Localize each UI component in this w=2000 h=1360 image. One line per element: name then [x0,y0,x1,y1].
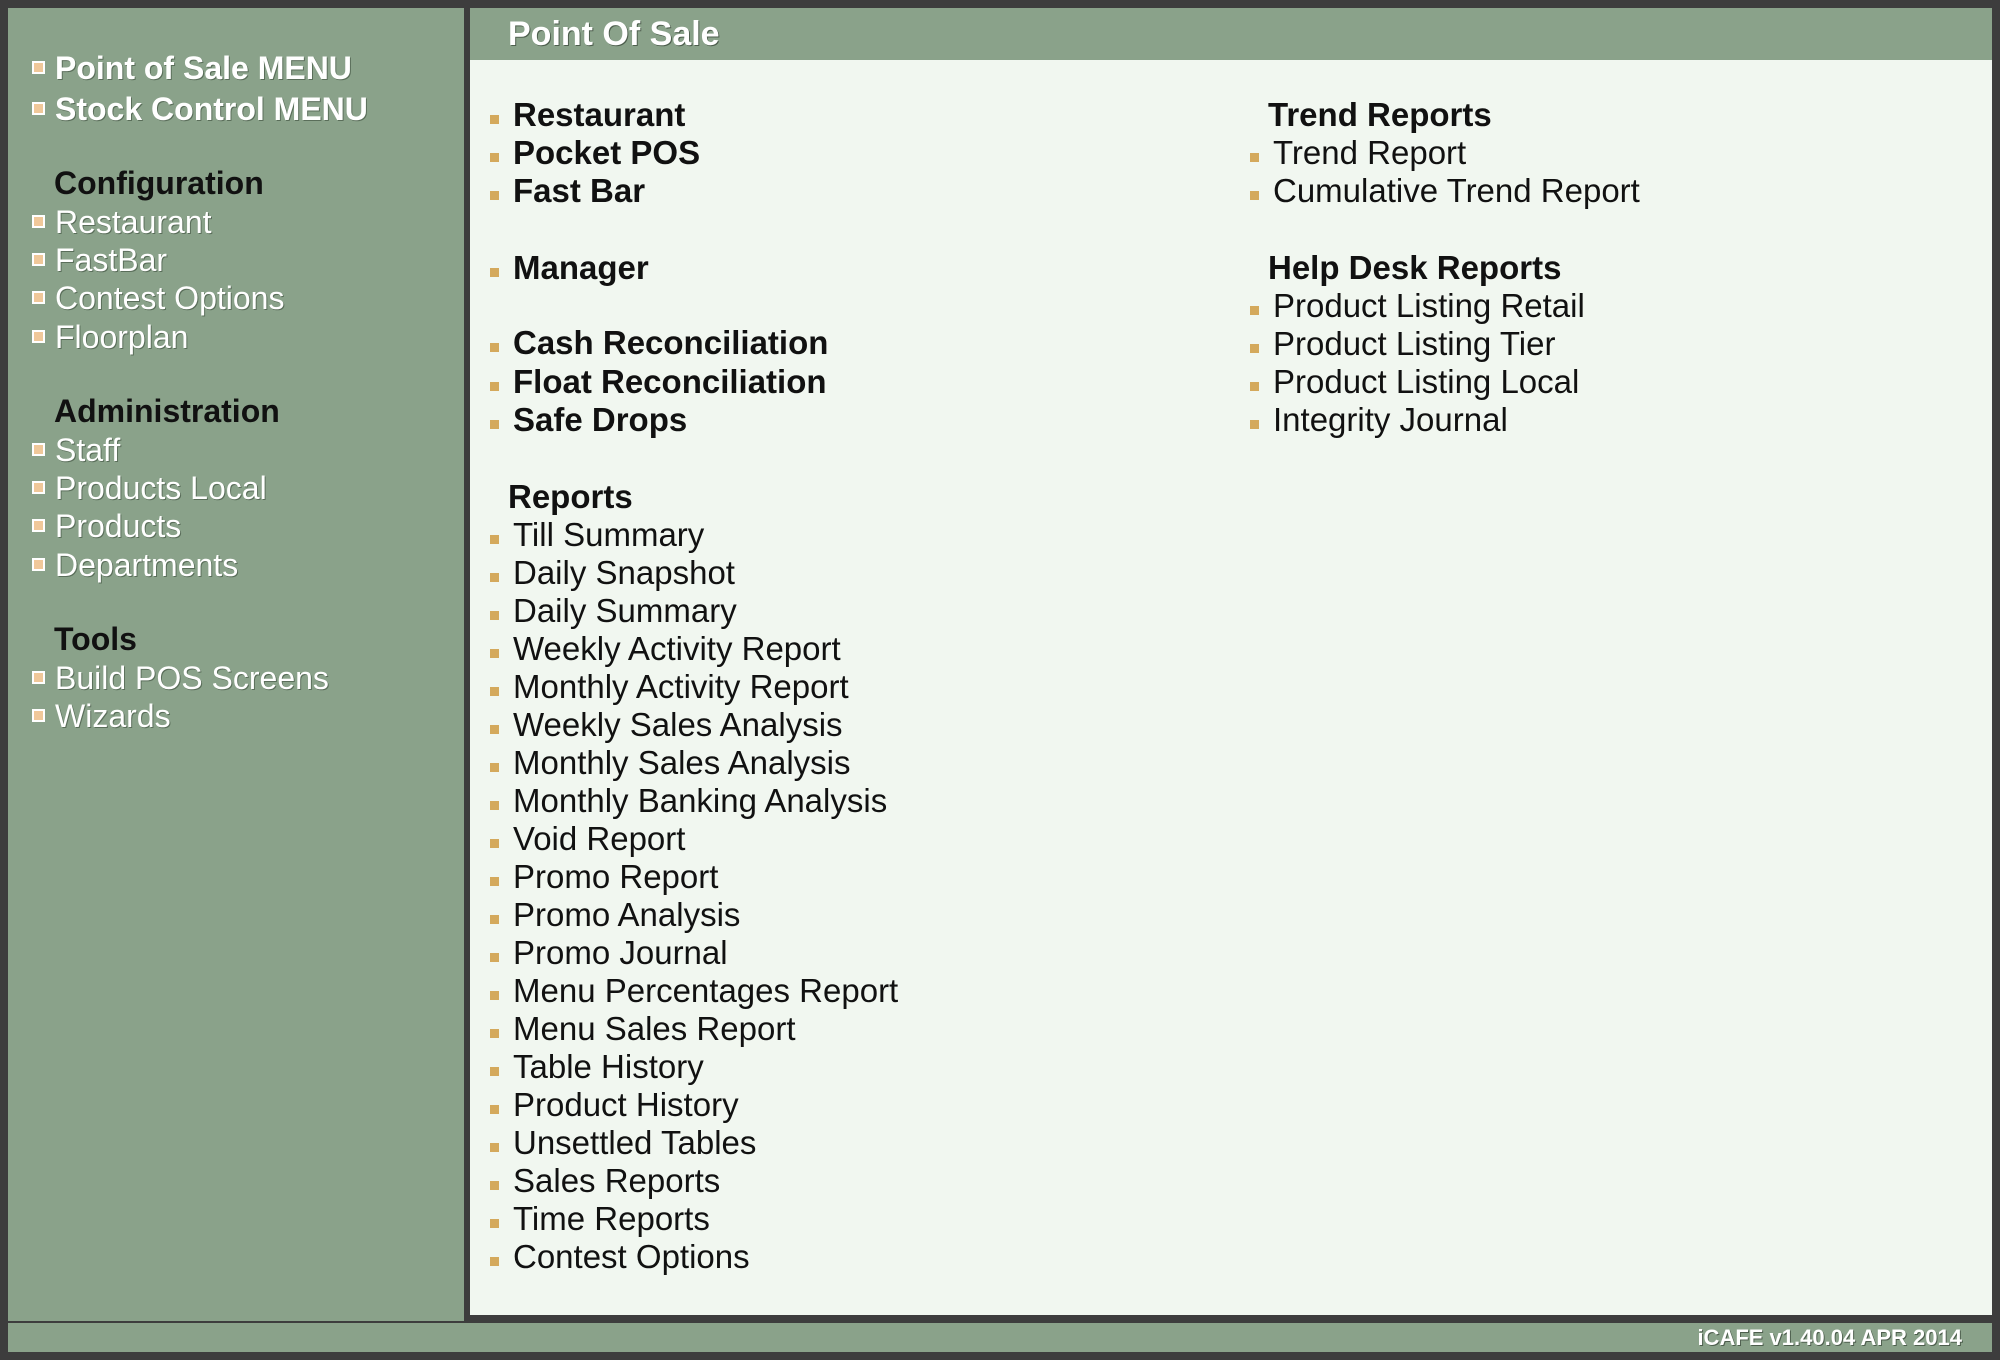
report-link[interactable] [490,935,728,971]
reports-heading: Reports [508,478,633,515]
square-bullet-icon [490,839,499,848]
link-label: Restaurant [513,96,686,133]
link-label: Unsettled Tables [513,1124,757,1161]
status-bar [8,1323,1992,1352]
sidebar-link-stock-control-menu[interactable] [32,91,368,127]
sidebar-heading-administration: Administration [54,393,280,429]
report-link[interactable] [490,669,849,705]
square-bullet-icon [32,61,45,74]
sidebar-item-label: Build POS Screens [55,660,329,696]
square-bullet-icon [1250,382,1259,391]
square-bullet-icon [490,535,499,544]
link-label: Weekly Sales Analysis [513,706,843,743]
link-label: Promo Journal [513,934,728,971]
link-product-listing-tier[interactable] [1250,326,1555,362]
square-bullet-icon [32,253,45,266]
report-link[interactable] [490,1125,756,1161]
square-bullet-icon [490,1219,499,1228]
sidebar-item-floorplan[interactable] [32,319,188,355]
link-label: Integrity Journal [1273,401,1508,438]
link-label: Product History [513,1086,739,1123]
link-restaurant[interactable] [490,97,685,133]
link-label: Menu Sales Report [513,1010,796,1047]
sidebar-item-departments[interactable] [32,547,238,583]
square-bullet-icon [490,343,499,352]
square-bullet-icon [32,330,45,343]
link-label: Monthly Activity Report [513,668,849,705]
link-label: Void Report [513,820,686,857]
report-link[interactable] [490,1087,739,1123]
link-label: Monthly Banking Analysis [513,782,888,819]
square-bullet-icon [490,115,499,124]
link-label: Product Listing Retail [1273,287,1585,324]
link-label: Promo Analysis [513,896,741,933]
report-link[interactable] [490,1011,795,1047]
link-label: Cumulative Trend Report [1273,172,1640,209]
link-cumulative-trend-report[interactable] [1250,173,1640,209]
square-bullet-icon [490,1181,499,1190]
square-bullet-icon [490,1067,499,1076]
sidebar-link-label: Point of Sale MENU [55,50,352,86]
link-label: Weekly Activity Report [513,630,841,667]
link-label: Menu Percentages Report [513,972,899,1009]
square-bullet-icon [32,443,45,456]
square-bullet-icon [490,1029,499,1038]
link-label: Fast Bar [513,172,646,209]
link-label: Cash Reconciliation [513,324,829,361]
sidebar-heading-tools: Tools [54,621,137,657]
link-label: Contest Options [513,1238,750,1275]
report-link[interactable] [490,1049,704,1085]
link-label: Monthly Sales Analysis [513,744,851,781]
square-bullet-icon [490,611,499,620]
square-bullet-icon [32,519,45,532]
square-bullet-icon [490,1105,499,1114]
sidebar-item-build-pos-screens[interactable] [32,660,329,696]
square-bullet-icon [32,558,45,571]
sidebar-link-point-of-sale-menu[interactable] [32,50,352,86]
sidebar-item-products-local[interactable] [32,470,267,506]
link-float-reconciliation[interactable] [490,364,827,400]
link-label: Till Summary [513,516,705,553]
report-link[interactable] [490,859,718,895]
square-bullet-icon [490,153,499,162]
sidebar [8,8,464,1321]
help-desk-reports-heading: Help Desk Reports [1268,249,1562,286]
sidebar-item-label: Floorplan [55,319,189,355]
report-link[interactable] [490,821,685,857]
square-bullet-icon [1250,420,1259,429]
square-bullet-icon [490,191,499,200]
sidebar-item-wizards[interactable] [32,698,171,734]
square-bullet-icon [1250,306,1259,315]
link-label: Trend Report [1273,134,1467,171]
link-label: Daily Snapshot [513,554,735,591]
square-bullet-icon [490,953,499,962]
square-bullet-icon [490,991,499,1000]
report-link[interactable] [490,517,704,553]
trend-reports-heading: Trend Reports [1268,96,1492,133]
square-bullet-icon [490,763,499,772]
square-bullet-icon [32,215,45,228]
square-bullet-icon [490,801,499,810]
square-bullet-icon [32,671,45,684]
sidebar-item-label: Departments [55,547,239,583]
link-pocket-pos[interactable] [490,135,700,171]
square-bullet-icon [32,291,45,304]
sidebar-item-staff[interactable] [32,432,120,468]
sidebar-item-fastbar[interactable] [32,242,167,278]
square-bullet-icon [490,1143,499,1152]
report-link[interactable] [490,1163,720,1199]
report-link[interactable] [490,897,740,933]
sidebar-item-label: Contest Options [55,280,285,316]
link-label: Product Listing Local [1273,363,1580,400]
square-bullet-icon [490,877,499,886]
link-manager[interactable] [490,250,649,286]
link-label: Time Reports [513,1200,710,1237]
link-product-listing-retail[interactable] [1250,288,1585,324]
sidebar-heading-configuration: Configuration [54,165,264,201]
page-title: Point Of Sale [508,15,720,53]
sidebar-item-label: FastBar [55,242,168,278]
link-label: Table History [513,1048,704,1085]
sidebar-item-label: Products [55,508,182,544]
page-header [470,8,1992,60]
report-link[interactable] [490,745,851,781]
sidebar-item-label: Wizards [55,698,171,734]
link-label: Product Listing Tier [1273,325,1556,362]
link-label: Daily Summary [513,592,737,629]
link-label: Promo Report [513,858,719,895]
report-link[interactable] [490,631,841,667]
square-bullet-icon [490,687,499,696]
report-link[interactable] [490,973,898,1009]
square-bullet-icon [490,1257,499,1266]
link-label: Sales Reports [513,1162,721,1199]
link-label: Pocket POS [513,134,701,171]
link-fast-bar[interactable] [490,173,645,209]
link-safe-drops[interactable] [490,402,687,438]
link-cash-reconciliation[interactable] [490,325,828,361]
link-label: Float Reconciliation [513,363,827,400]
version-label: iCAFE v1.40.04 APR 2014 [1697,1325,1962,1350]
link-product-listing-local[interactable] [1250,364,1579,400]
square-bullet-icon [490,268,499,277]
report-link[interactable] [490,555,735,591]
link-label: Safe Drops [513,401,688,438]
square-bullet-icon [490,382,499,391]
report-link[interactable] [490,707,843,743]
sidebar-item-label: Restaurant [55,204,212,240]
link-trend-report[interactable] [1250,135,1466,171]
sidebar-item-label: Staff [55,432,121,468]
square-bullet-icon [32,102,45,115]
link-integrity-journal[interactable] [1250,402,1508,438]
sidebar-item-contest-options[interactable] [32,280,284,316]
square-bullet-icon [1250,344,1259,353]
report-link[interactable] [490,783,887,819]
report-link[interactable] [490,1239,750,1275]
sidebar-item-restaurant[interactable] [32,204,212,240]
report-link[interactable] [490,1201,710,1237]
link-label: Manager [513,249,649,286]
square-bullet-icon [490,420,499,429]
square-bullet-icon [490,649,499,658]
square-bullet-icon [490,915,499,924]
main-panel [470,8,1992,1315]
square-bullet-icon [1250,153,1259,162]
sidebar-item-products[interactable] [32,508,181,544]
square-bullet-icon [490,573,499,582]
sidebar-link-label: Stock Control MENU [55,91,368,127]
square-bullet-icon [1250,191,1259,200]
square-bullet-icon [32,481,45,494]
report-link[interactable] [490,593,737,629]
sidebar-item-label: Products Local [55,470,267,506]
square-bullet-icon [32,709,45,722]
square-bullet-icon [490,725,499,734]
